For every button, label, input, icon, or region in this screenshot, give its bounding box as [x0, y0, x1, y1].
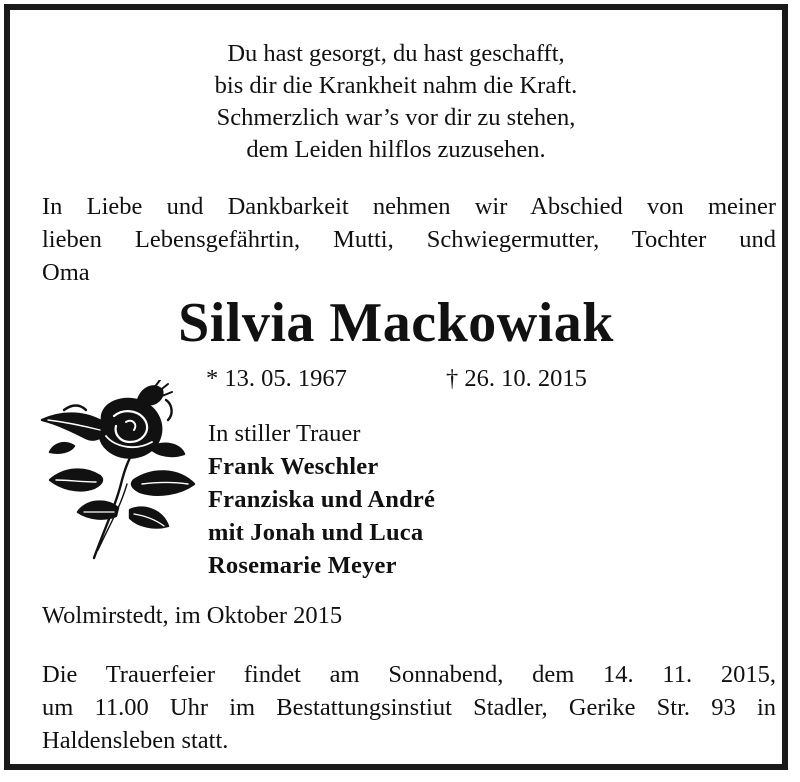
mourner-name: Frank Weschler: [208, 453, 379, 480]
intro-line: Oma: [42, 259, 90, 286]
intro-line: lieben Lebensgefährtin, Mutti, Schwiegermutter, Tochter und: [42, 226, 776, 253]
place-date: Wolmirstedt, im Oktober 2015: [42, 602, 343, 629]
birth-date: * 13. 05. 1967: [206, 365, 347, 392]
poem-line: bis dir die Krankheit nahm die Kraft.: [214, 72, 578, 99]
poem-line: Du hast gesorgt, du hast geschafft,: [227, 40, 565, 67]
mourner-name: Franziska und André: [208, 486, 436, 513]
obituary-notice: [4, 4, 788, 770]
rose-icon: [34, 380, 204, 565]
mourners-block: [208, 417, 435, 582]
service-line: um 11.00 Uhr im Bestattungsinstiut Stadler, Gerike Str. 93 in: [42, 694, 776, 721]
service-line: Haldensleben statt.: [42, 727, 229, 754]
poem-line: dem Leiden hilflos zuzusehen.: [246, 136, 546, 163]
poem-verse: [10, 38, 782, 166]
mourner-name: Rosemarie Meyer: [208, 552, 397, 579]
mourning-label: In stiller Trauer: [208, 420, 361, 447]
intro-text: [42, 190, 776, 289]
death-date: † 26. 10. 2015: [446, 365, 587, 392]
service-info: [42, 658, 776, 757]
intro-line: In Liebe und Dankbarkeit nehmen wir Abschied von meiner: [42, 193, 776, 220]
service-line: Die Trauerfeier findet am Sonnabend, dem 14. 11. 2015,: [42, 661, 776, 688]
poem-line: Schmerzlich war’s vor dir zu stehen,: [216, 104, 576, 131]
deceased-name: Silvia Mackowiak: [178, 292, 614, 354]
mourner-name: mit Jonah und Luca: [208, 519, 424, 546]
